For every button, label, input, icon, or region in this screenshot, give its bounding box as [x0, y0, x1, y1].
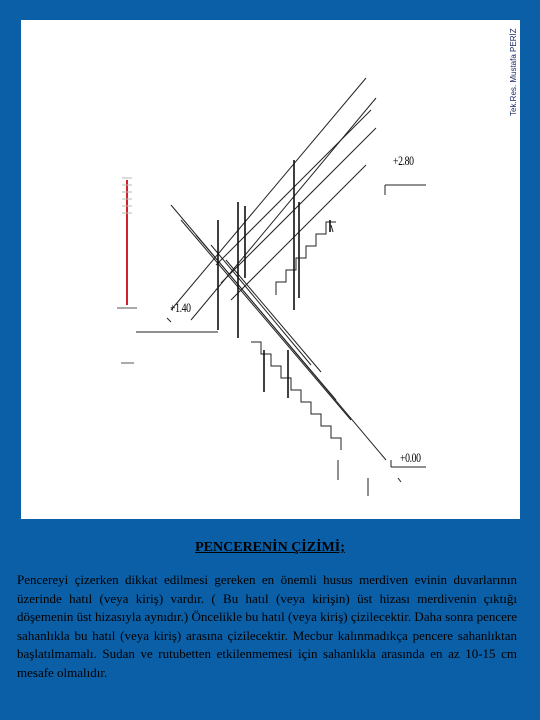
author-credit: Tek.Res. Mustafa PERİZ — [509, 28, 518, 116]
upper-steps — [276, 222, 336, 295]
section-heading: PENCERENİN ÇİZİMİ; — [195, 540, 345, 555]
stair-drawing — [21, 20, 520, 519]
window-indicator — [117, 178, 137, 363]
level-label-top: +2.80 — [393, 153, 414, 168]
level-label-mid: +1.40 — [170, 300, 191, 315]
stair-section-svg — [21, 20, 520, 519]
body-paragraph: Pencereyi çizerken dikkat edilmesi gereken en önemli husus merdiven evinin duvarlarının üzerinde hatıl (veya kiriş) vardır. ( Bu hatıl (veya kirişin) üst hizası merdivenin çıktığı döşemenin üst hizasıyla aynıdır.) Öncelikle bu hatıl (veya kiriş) çizilecektir. Daha sonra pencere sahanlıkla bu hatıl (veya kiriş) arasına çizilecektir. Mecbur kalınmadıkça pencere sahanlıktan başlatılmamalı. Sudan ve rutubetten etkilenmemesi için sahanlıkla arasında en az 10-15 cm mesafe olmalıdır. — [17, 572, 517, 680]
level-markers — [136, 185, 426, 482]
level-label-bottom: +0.00 — [400, 450, 421, 465]
upper-diagonals — [171, 78, 376, 320]
